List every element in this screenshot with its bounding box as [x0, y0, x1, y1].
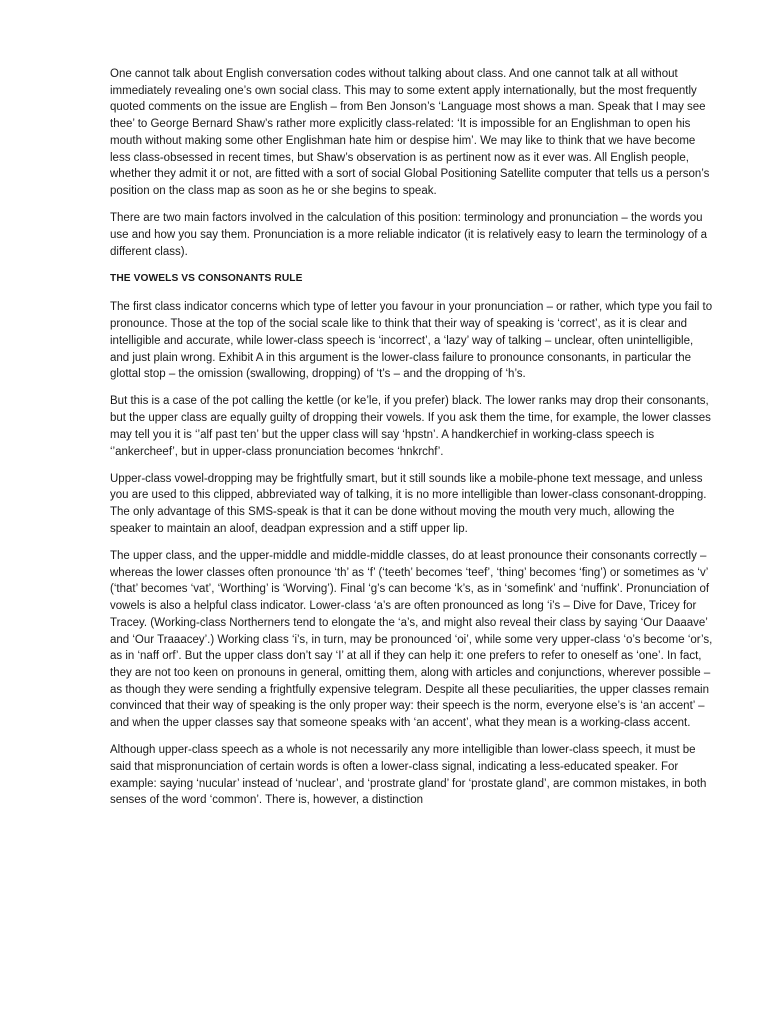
section-paragraph-1: The first class indicator concerns which type of letter you favour in your pronunciation – or rather, which type you fail to pronounce. Those at the top of the social scale like to think that their way of speaking is ‘correct’, as it is clear and intelligible and accurate, while lower-class speech is ‘incorrect’, a ‘lazy’ way of talking – unclear, often unintelligible, and just plain wrong. Exhibit A in this argument is the lower-class failure to pronounce consonants, in particular the glottal stop – the omission (swallowing, dropping) of ‘t’s – and the dropping of ‘h’s.: [110, 301, 713, 381]
section-paragraph-3: Upper-class vowel-dropping may be frightfully smart, but it still sounds like a mobile-phone text message, and unless you are used to this clipped, abbreviated way of talking, it is no more intelligible than lower-class consonant-dropping. The only advantage of this SMS-speak is that it can be done without moving the mouth very much, allowing the speaker to maintain an aloof, deadpan expression and a stiff upper lip.: [110, 472, 707, 535]
document-page: [110, 66, 714, 820]
section-heading: THE VOWELS VS CONSONANTS RULE: [110, 272, 303, 284]
section-paragraph-5: Although upper-class speech as a whole is not necessarily any more intelligible than lower-class speech, it must be said that mispronunciation of certain words is often a lower-class signal, indicating a less-educated speaker. For example: saying ‘nucular’ instead of ‘nuclear’, and ‘prostrate gland’ for ‘prostate gland’, are common mistakes, in both senses of the word ‘common’. There is, however, a distinction: [110, 744, 707, 807]
section-paragraph-2: But this is a case of the pot calling the kettle (or ke’le, if you prefer) black. The lower ranks may drop their consonants, but the upper class are equally guilty of dropping their vowels. If you ask them the time, for example, the lower classes may tell you it is ‘’alf past ten’ but the upper class will say ‘hpstn’. A handkerchief in working-class speech is ‘’ankercheef’, but in upper-class pronunciation becomes ‘hnkrchf’.: [110, 395, 711, 458]
intro-paragraph-1: One cannot talk about English conversation codes without talking about class. And one cannot talk at all without immediately revealing one’s own social class. This may to some extent apply internationally, but the most frequently quoted comments on the issue are English – from Ben Jonson’s ‘Language most shows a man. Speak that I may see thee’ to George Bernard Shaw’s rather more explicitly class-related: ‘It is impossible for an Englishman to open his mouth without making some other Englishman hate him or despise him’. We may like to think that we have become less class-obsessed in recent times, but Shaw’s observation is as pertinent now as it ever was. All English people, whether they admit it or not, are fitted with a sort of social Global Positioning Satellite computer that tells us a person’s position on the class map as soon as he or she begins to speak.: [110, 68, 710, 197]
section-paragraph-4: The upper class, and the upper-middle and middle-middle classes, do at least pronounce their consonants correctly – whereas the lower classes often pronounce ‘th’ as ‘f’ (‘teeth’ becomes ‘teef’, ‘thing’ becomes ‘fing’) or sometimes as ‘v’ (‘that’ becomes ‘vat’, ‘Worthing’ is ‘Worving’). Final ‘g’s can become ‘k’s, as in ‘somefink’ and ‘nuffink’. Pronunciation of vowels is also a helpful class indicator. Lower-class ‘a’s are often pronounced as long ‘i’s – Dive for Dave, Tricey for Tracey. (Working-class Northerners tend to elongate the ‘a’s, and might also reveal their class by saying ‘Our Daaave’ and ‘Our Traaacey’.) Working class ‘i’s, in turn, may be pronounced ‘oi’, while some very upper-class ‘o’s become ‘or’s, as in ‘naff orf’. But the upper class don’t say ‘I’ at all if they can help it: one prefers to refer to oneself as ‘one’. In fact, they are not too keen on pronouns in general, omitting them, along with articles and conjunctions, wherever possible – as though they were sending a frightfully expensive telegram. Despite all these peculiarities, the upper classes remain convinced that their way of speaking is the only proper way: their speech is the norm, everyone else’s is ‘an accent’ – and when the upper classes say that someone speaks with ‘an accent’, what they mean is a working-class accent.: [110, 550, 713, 730]
intro-paragraph-2: There are two main factors involved in the calculation of this position: terminology and pronunciation – the words you use and how you say them. Pronunciation is a more reliable indicator (it is relatively easy to learn the terminology of a different class).: [110, 212, 708, 258]
